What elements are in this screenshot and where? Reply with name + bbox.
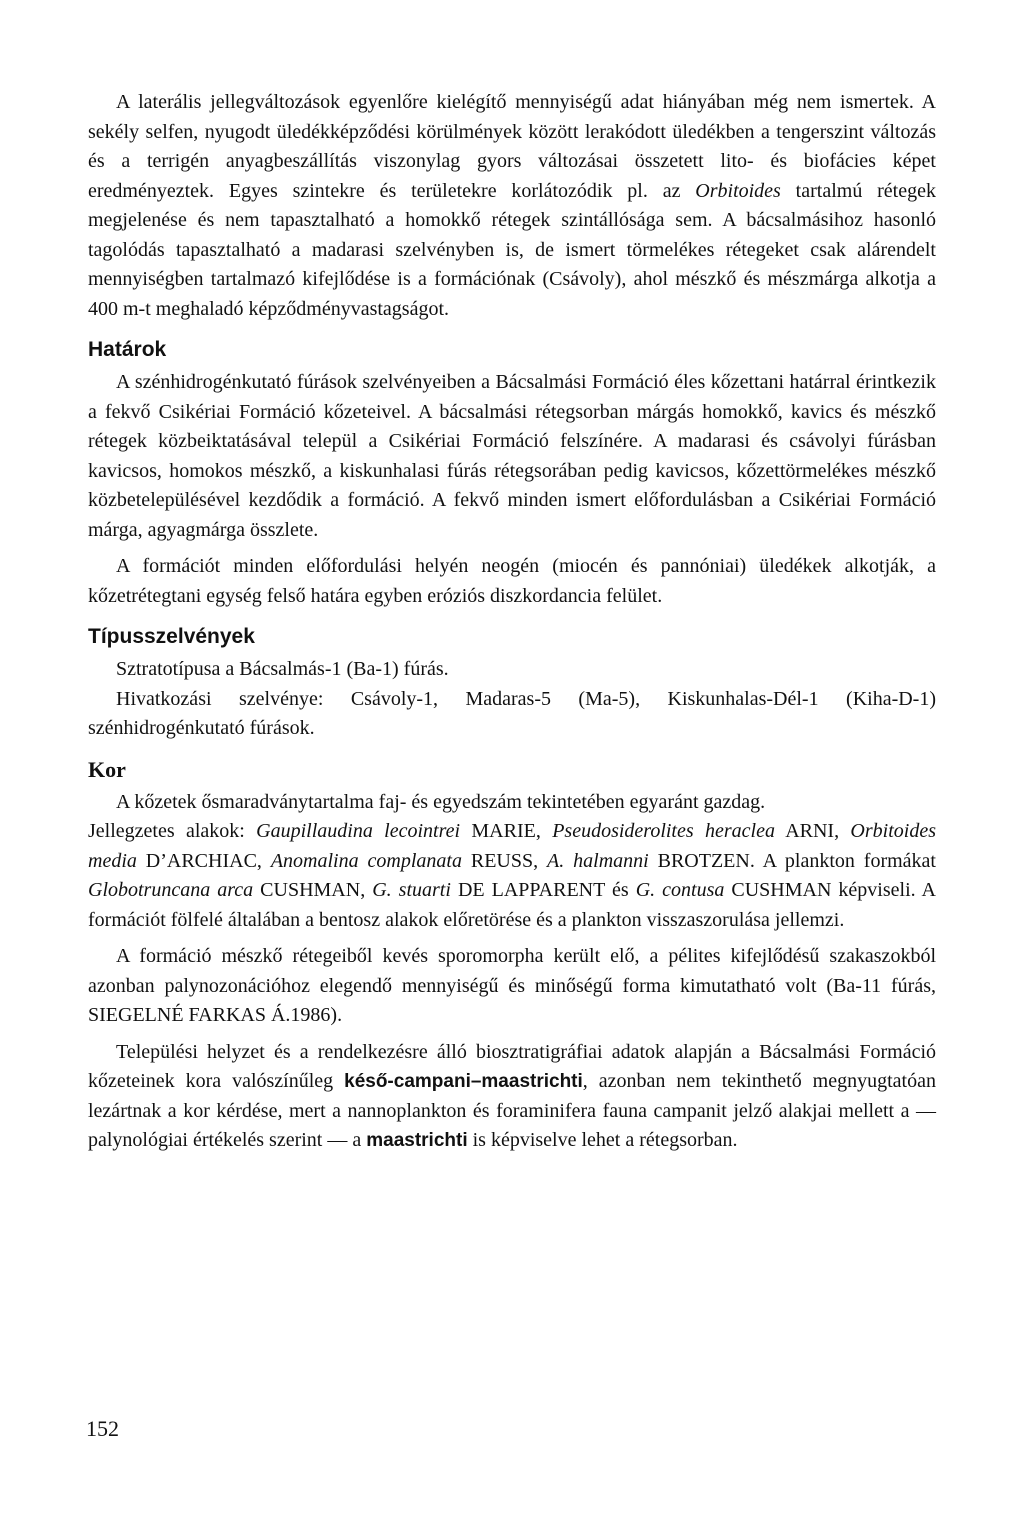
paragraph-hatarok-2: A formációt minden előfordulási helyén neogén (miocén és pannóniai) üledékek alkotják, a kőzetrétegtani egység felső határa egyben eróziós diszkordancia felület. <box>88 555 936 607</box>
taxon-name: G. contusa <box>635 879 725 901</box>
paragraph-tipus-2: Hivatkozási szelvénye: Csávoly-1, Madaras-5 (Ma-5), Kiskunhalas-Dél-1 (Kiha-D-1) szénhidrogénkutató fúrások. <box>88 687 936 739</box>
page-content <box>88 88 936 1156</box>
paragraph-kor-3: A formáció mészkő rétegeiből kevés sporomorpha került elő, a pélites kifejlődésű szakaszokból azonban palynozonációhoz elegendő mennyiségű és minőségű forma kimutatható volt (Ba-11 fúrás, SIEGELNÉ FARKAS Á.1986). <box>88 945 936 1026</box>
paragraph-kor-4: Települési helyzet és a rendelkezésre álló biosztratigráfiai adatok alapján a Bácsalmási Formáció kőzeteinek kora valószínűleg késő-campani–maastrichti, azonban nem tekinthető megnyugtatóan lezártnak a kor kérdése, mert a nannoplankton és foraminifera fauna campanit jelző alakjai mellett a — palynológiai értékelés szerint — a maastrichti is képviselve lehet a rétegsorban. <box>88 1040 936 1151</box>
taxon-name: Globotruncana arca <box>88 879 254 901</box>
heading-kor: Kor <box>88 756 126 782</box>
taxon-name: Orbitoides media <box>88 820 936 872</box>
paragraph-tipus-1: Sztratotípusa a Bácsalmás-1 (Ba-1) fúrás. <box>116 658 449 680</box>
taxon-name: G. stuarti <box>372 879 451 901</box>
age-term: késő-campani–maastrichti <box>344 1071 583 1092</box>
page-number: 152 <box>86 1416 119 1441</box>
taxon-name: Orbitoides <box>695 179 781 202</box>
taxon-name: Pseudosiderolites heraclea <box>552 820 775 842</box>
paragraph-hatarok-1: A szénhidrogénkutató fúrások szelvényeiben a Bácsalmási Formáció éles kőzettani határral érintkezik a fekvő Csikériai Formáció kőzeteivel. A bácsalmási rétegsorban márgás homokkő, kavics és mészkő rétegek közbeiktatásával települ a Csikériai Formáció felszínére. A madarasi és csávolyi fúrásban kavicsos, homokos mészkő, a kiskunhalasi fúrás rétegsorában pedig kavicsos, kőzettörmelékes mészkő közbetelepülésével kezdődik a formáció. A fekvő minden ismert előfordulásban a Csikériai Formáció márga, agyagmárga összlete. <box>88 371 936 541</box>
paragraph-kor-1: A kőzetek ősmaradványtartalma faj- és egyedszám tekintetében egyaránt gazdag. <box>116 790 766 813</box>
taxon-name: Gaupillaudina lecointrei <box>256 820 461 842</box>
heading-tipusszelvenyek: Típusszelvények <box>88 625 255 648</box>
taxon-name: A. halmanni <box>547 849 649 872</box>
age-term: maastrichti <box>366 1130 468 1151</box>
paragraph-kor-2: Jellegzetes alakok: Gaupillaudina lecointrei MARIE, Pseudosiderolites heraclea ARNI, Orbitoides media D’ARCHIAC, Anomalina complanata REUSS, A. halmanni BROTZEN. A plankton formákat Globotruncana arca CUSHMAN, G. stuarti DE LAPPARENT és G. contusa CUSHMAN képviseli. A formációt fölfelé általában a bentosz alakok előretörése és a plankton visszaszorulása jellemzi. <box>88 820 936 931</box>
paragraph-lateral: A laterális jellegváltozások egyenlőre kielégítő mennyiségű adat hiányában még nem ismertek. A sekély selfen, nyugodt üledékképződési körülmények között lerakódott üledékben a tengerszint változás és a terrigén anyagbeszállítás viszonylag gyors változásai összetett lito- és biofácies képet eredményeztek. Egyes szintekre és területekre korlátozódik pl. az Orbitoides tartalmú rétegek megjelenése és nem tapasztalható a homokkő rétegek szintállósága sem. A bácsalmásihoz hasonló tagolódás tapasztalható a madarasi szelvényben is, de ismert törmelékes rétegeket csak alárendelt mennyiségben tartalmazó kifejlődése is a formációnak (Csávoly), ahol mészkő és mészmárga alkotja a 400 m-t meghaladó képződményvastagságot. <box>88 91 936 320</box>
taxon-name: Anomalina complanata <box>270 849 462 872</box>
heading-hatarok: Határok <box>88 338 167 361</box>
